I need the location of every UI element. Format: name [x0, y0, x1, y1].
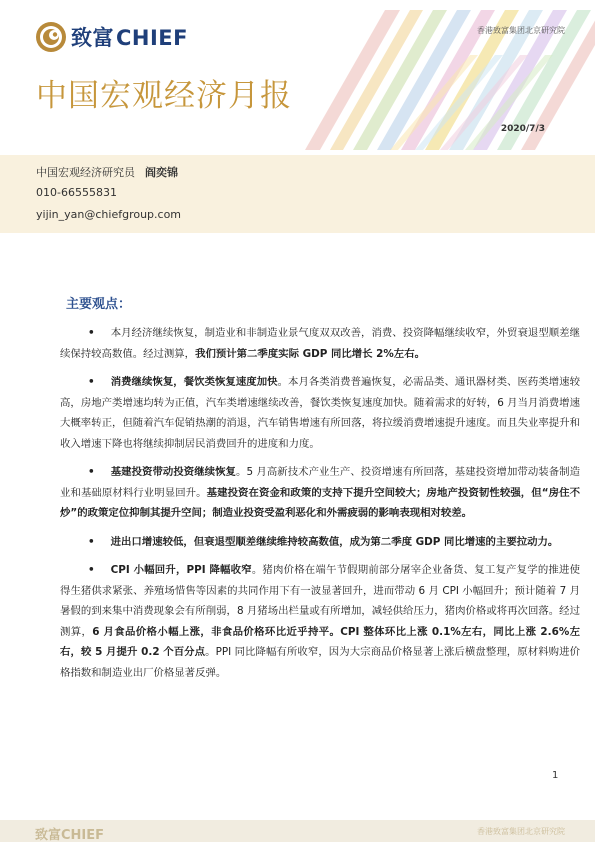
logo-en: CHIEF [116, 26, 188, 50]
organization-name: 香港致富集团北京研究院 [477, 26, 565, 35]
page-footer [0, 820, 595, 842]
author-info [0, 155, 595, 233]
bullet-icon: • [88, 564, 95, 576]
key-points-list [60, 323, 580, 691]
bullet-icon: • [88, 327, 95, 339]
key-point-text: 。猪肉价格在端午节假期前部分屠宰企业备货、复工复产复学的推进使得生猪供求紧张、养殖场惜售等因素的共同作用下有一波显著回升，进而带动 6 月 CPI 小幅回升；预计随着 7 月暑假的到来集中消费现象会有所削弱，8 月猪场出栏量或有所增加，减轻供给压力，猪肉价格或将再次回落。经过测算， [60, 564, 580, 638]
key-point-5 [60, 560, 580, 683]
logo-cn: 致富 [71, 26, 114, 50]
bullet-icon: • [88, 535, 95, 548]
key-point-text: 。5 月高新技术产业生产、投资增速有所回落，基建投资增加带动装备制造业和基础原材料行业明显回升。 [60, 466, 580, 499]
key-point-emphasis: 基建投资带动投资继续恢复 [110, 466, 236, 478]
author-phone: 010-66555831 [36, 186, 117, 199]
key-point-2 [60, 372, 580, 454]
author-role-line [36, 164, 178, 180]
key-point-text: 。本月各类消费普遍恢复，必需品类、通讯器材类、医药类增速较高，房地产类增速均转为正值，汽车类增速继续改善，餐饮类恢复速度加快。随着需求的好转，6 月当月消费增速大概率转正，但随着汽车促销热潮的消退，汽车销售增速有所回落，将拉缓消费增速提升速度。而且失业率提升和收入增速下降也将继续抑制居民消费回升的进度和力度。 [60, 376, 581, 450]
key-point-emphasis: 进出口增速较低，但衰退型顺差继续维持较高数值，成为第二季度 GDP 同比增速的主要拉动力。 [110, 535, 559, 548]
report-header [0, 0, 595, 150]
key-point-emphasis: CPI 小幅回升，PPI 降幅收窄 [110, 564, 252, 576]
section-title: 主要观点： [66, 297, 132, 312]
key-point-emphasis: 我们预计第二季度实际 GDP 同比增长 2%左右。 [195, 347, 425, 360]
key-point-emphasis: 6 月食品价格小幅上涨，非食品价格环比近乎持平。CPI 整体环比上涨 0.1%左右，同比上涨 2.6%左右，较 5 月提升 0.2 个百分点 [60, 625, 580, 658]
key-point-text: 。PPI 同比降幅有所收窄，因为大宗商品价格显著上涨后横盘整理，原材料购进价格指数和制造业出厂价格显著反弹。 [60, 646, 580, 679]
report-title: 中国宏观经济月报 [36, 78, 292, 114]
key-point-4 [60, 532, 580, 553]
decorative-stripes [265, 0, 595, 150]
bullet-icon: • [88, 376, 95, 388]
author-name: 阎奕锦 [145, 166, 178, 179]
key-point-3 [60, 462, 580, 524]
logo-wordmark [71, 22, 188, 52]
key-point-emphasis: 基建投资在资金和政策的支持下提升空间较大；房地产投资韧性较强，但“房住不炒”的政策定位抑制其提升空间；制造业投资受盈利恶化和外需疲弱的影响表现相对较差。 [60, 486, 581, 519]
author-role: 中国宏观经济研究员 [36, 166, 135, 179]
key-point-1 [60, 323, 580, 364]
footer-logo: 致富CHIEF [35, 828, 105, 843]
page-number: 1 [552, 770, 559, 781]
chief-logo-icon [35, 21, 67, 53]
key-point-emphasis: 消费继续恢复，餐饮类恢复速度加快 [110, 376, 278, 388]
report-date: 2020/7/3 [500, 124, 545, 134]
bullet-icon: • [88, 466, 95, 478]
author-email[interactable]: yijin_yan@chiefgroup.com [36, 208, 182, 221]
chief-logo [35, 20, 188, 54]
footer-org: 香港致富集团北京研究院 [477, 827, 565, 836]
key-point-text: 本月经济继续恢复，制造业和非制造业景气度双双改善，消费、投资降幅继续收窄，外贸衰退型顺差继续保持较高数值。经过测算， [60, 327, 580, 360]
